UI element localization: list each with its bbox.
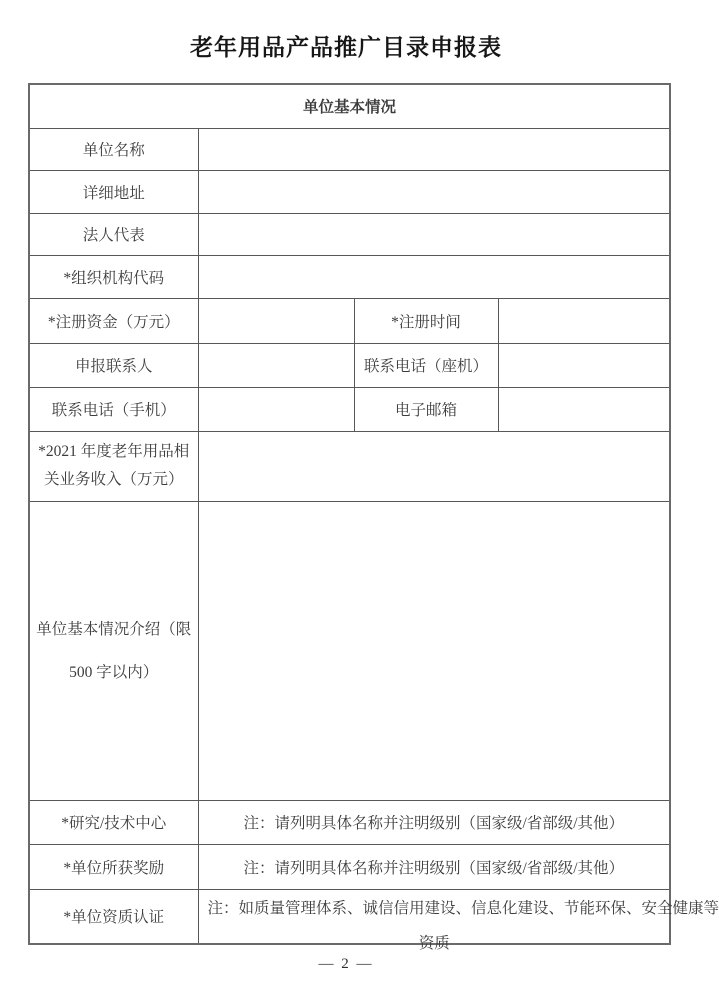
- section-header-row: [29, 84, 670, 128]
- application-form-table: [28, 83, 719, 952]
- mobile-label: 联系电话（手机）: [29, 387, 198, 431]
- revenue-label-line2: 关业务收入（万元）: [43, 471, 184, 488]
- qualifications-label: *单位资质认证: [29, 889, 198, 944]
- research-center-label: *研究/技术中心: [29, 800, 198, 844]
- intro-value-cell: [198, 501, 670, 800]
- registered-capital-label: *注册资金（万元）: [29, 298, 198, 343]
- legal-representative-row: [29, 213, 670, 255]
- address-label: 详细地址: [29, 170, 198, 213]
- qualifications-note-line1: 注：如质量管理体系、诚信信用建设、信息化建设、节能环保、安全健康等: [207, 899, 719, 917]
- contact-person-label: 申报联系人: [29, 343, 198, 387]
- intro-label: [29, 501, 198, 800]
- legal-representative-value-cell: [198, 213, 670, 255]
- registered-time-value-cell: [498, 298, 670, 343]
- research-center-row: [29, 800, 670, 844]
- revenue-label-line1: *2021 年度老年用品相: [38, 443, 190, 460]
- org-code-label: *组织机构代码: [29, 255, 198, 298]
- unit-name-label: 单位名称: [29, 128, 198, 170]
- legal-representative-label: 法人代表: [29, 213, 198, 255]
- qualifications-note-clip: [199, 890, 719, 952]
- address-value-cell: [198, 170, 670, 213]
- landline-value-cell: [498, 343, 670, 387]
- registered-time-label: *注册时间: [354, 298, 498, 343]
- address-row: [29, 170, 670, 213]
- registered-capital-row: [29, 298, 670, 343]
- org-code-row: [29, 255, 670, 298]
- intro-label-line1: 单位基本情况介绍（限: [36, 620, 192, 638]
- mobile-value-cell: [198, 387, 354, 431]
- qualifications-note: [198, 889, 719, 952]
- revenue-value-cell: [198, 431, 670, 501]
- page-number: — 2 —: [318, 956, 374, 972]
- awards-note: 注：请列明具体名称并注明级别（国家级/省部级/其他）: [198, 844, 670, 889]
- org-code-value-cell: [198, 255, 670, 298]
- revenue-row: [29, 431, 670, 501]
- email-value-cell: [498, 387, 670, 431]
- contact-person-value-cell: [198, 343, 354, 387]
- intro-row: [29, 501, 670, 800]
- registered-capital-value-cell: [198, 298, 354, 343]
- qualifications-note-line2: 资质: [418, 934, 450, 952]
- page-title: 老年用品产品推广目录申报表: [190, 34, 502, 60]
- unit-name-row: [29, 128, 670, 170]
- awards-label: *单位所获奖励: [29, 844, 198, 889]
- unit-name-value-cell: [198, 128, 670, 170]
- mobile-row: [29, 387, 670, 431]
- intro-label-line2: 500 字以内）: [69, 663, 159, 681]
- landline-label: 联系电话（座机）: [354, 343, 498, 387]
- contact-person-row: [29, 343, 670, 387]
- revenue-label: [29, 431, 198, 501]
- awards-row: [29, 844, 670, 889]
- research-center-note: 注：请列明具体名称并注明级别（国家级/省部级/其他）: [198, 800, 670, 844]
- email-label: 电子邮箱: [354, 387, 498, 431]
- section-header: 单位基本情况: [29, 84, 670, 128]
- qualifications-row: [29, 889, 670, 944]
